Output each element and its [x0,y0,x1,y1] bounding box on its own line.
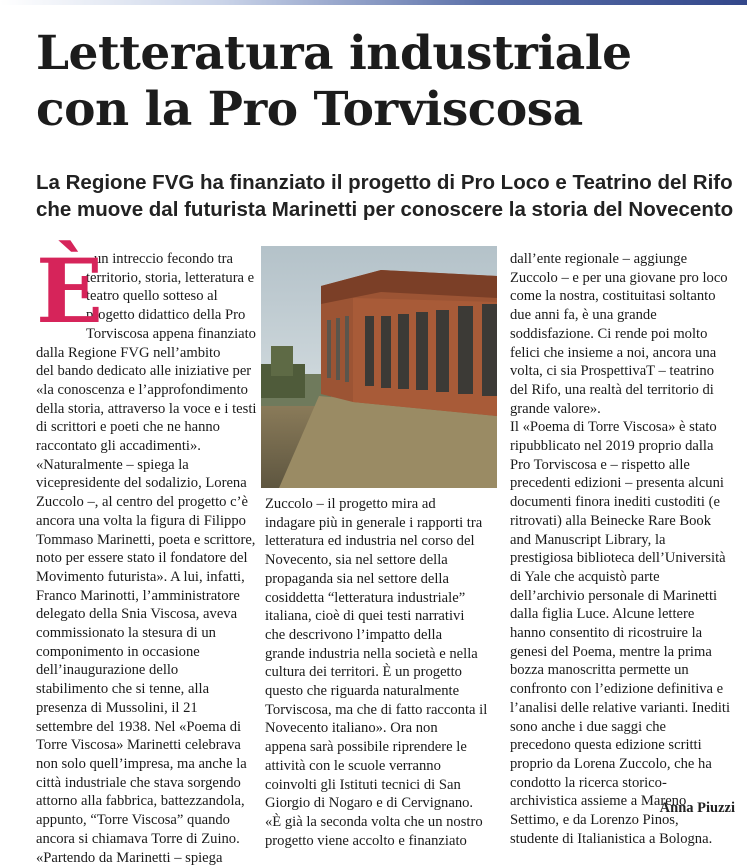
text-line: italiana, cioè di quei testi narrativi [265,607,497,626]
text-line: documenti finora inediti custoditi (e [510,493,742,512]
text-line: componimento in occasione [36,643,258,662]
text-line: precedenti edizioni – presenta alcuni [510,474,742,493]
opening-paragraph [36,250,258,344]
photo-illustration [261,246,497,488]
text-line: attività con le scuole verranno [265,757,497,776]
text-line: ritrovati) alla Beinecke Rare Book [510,512,742,531]
text-line: attorno alla fabbrica, battezzandola, [36,792,258,811]
text-line: due anni fa, è una grande [510,306,742,325]
text-line: prestigiosa biblioteca dell’Università [510,549,742,568]
text-line: Tommaso Marinetti, poeta e scrittore, [36,531,258,550]
text-line: Zuccolo – il progetto mira ad [265,495,497,514]
text-line: propaganda sia nel settore della [265,570,497,589]
text-line: appunto, “Torre Viscosa” quando [36,811,258,830]
text-line: bozza manoscritta permette un [510,661,742,680]
text-line: Novecento italiano». Ora non [265,719,497,738]
text-line: Zuccolo –, al centro del progetto c’è [36,493,258,512]
text-line: non solo quell’impresa, ma anche la [36,755,258,774]
text-line: condotto la ricerca storico- [510,774,742,793]
headline-line-2: con la Pro Torviscosa [36,82,583,137]
text-line: «la conoscenza e l’approfondimento [36,381,258,400]
text-line: precedono questa edizione scritti [510,736,742,755]
text-line: studente di Italianistica a Bologna. [510,830,742,849]
drop-cap: È [36,244,86,339]
text-line: Pro Torviscosa e – rispetto alle [510,456,742,475]
text-line: Giorgio di Nogaro e di Cervignano. [265,794,497,813]
text-line: questo che riguarda naturalmente [265,682,497,701]
article-column-1 [36,250,258,867]
text-line: noto per essere stato il fondatore del [36,549,258,568]
text-line: di scrittori e poeti che ne hanno [36,418,258,437]
article-column-3 [510,250,742,849]
text-line: raccontato gli accadimenti». [36,437,258,456]
text-line: «È già la seconda volta che un nostro [265,813,497,832]
text-line: progetto viene accolto e finanziato [265,832,497,851]
text-line: dall’ente regionale – aggiunge [510,250,742,269]
text-line: dell’archivio personale di Marinetti [510,587,742,606]
text-line: grande valore». [510,400,742,419]
text-line: appena sarà possibile riprendere le [265,738,497,757]
text-line: hanno consentito di ricostruire la [510,624,742,643]
text-line: ancora si chiamava Torre di Zuino. [36,830,258,849]
text-line: teatro quello sotteso al [36,287,258,306]
text-line: indagare più in generale i rapporti tra [265,514,497,533]
text-line: dell’inaugurazione dello [36,661,258,680]
text-line: un intreccio fecondo tra [36,250,258,269]
headline [36,26,736,138]
text-line: dalla Regione FVG nell’ambito [36,344,258,363]
text-line: felici che insieme a noi, ancora una [510,344,742,363]
text-line: cosiddetta “letteratura industriale” [265,589,497,608]
industrial-building-photo [261,246,497,488]
text-line: letteratura ed industria nel corso del [265,532,497,551]
text-line: vicepresidente del sodalizio, Lorena [36,474,258,493]
text-line: Franco Marinotti, l’amministratore [36,587,258,606]
subheadline-line-2: che muove dal futurista Marinetti per conoscere la storia del Novecento [36,198,733,221]
text-line: Settimo, e da Lorenzo Pinos, [510,811,742,830]
text-line: stabilimento che si tenne, alla [36,680,258,699]
text-line: della storia, attraverso la voce e i testi [36,400,258,419]
text-line: territorio, storia, letteratura e [36,269,258,288]
text-line: Torre Viscosa» Marinetti celebrava [36,736,258,755]
text-line: settembre del 1938. Nel «Poema di [36,718,258,737]
author-byline: Anna Piuzzi [660,800,735,817]
text-line: di Yale che acquistò parte [510,568,742,587]
text-line: Torviscosa, ma che di fatto racconta il [265,701,497,720]
text-line: Movimento futurista». A lui, infatti, [36,568,258,587]
text-line: soddisfazione. Ci rende poi molto [510,325,742,344]
text-line: «Naturalmente – spiega la [36,456,258,475]
text-line: grande industria nella società e nella [265,645,497,664]
text-line: ripubblicato nel 2019 proprio dalla [510,437,742,456]
text-line: and Manuscript Library, la [510,531,742,550]
subheadline [36,169,746,223]
text-line: dalla figlia Luce. Alcune lettere [510,605,742,624]
text-line: cultura dei territori. È un progetto [265,663,497,682]
text-line: Torviscosa appena finanziato [36,325,258,344]
article-column-2 [265,495,497,850]
text-line: «Partendo da Marinetti – spiega [36,849,258,867]
text-line: commissionato la stesura di un [36,624,258,643]
text-line: proprio da Lorena Zuccolo, che ha [510,755,742,774]
text-line: Novecento, sia nel settore della [265,551,497,570]
text-line: del Rifo, una realtà del territorio di [510,381,742,400]
text-line: del bando dedicato alle iniziative per [36,362,258,381]
text-line: progetto didattico della Pro [36,306,258,325]
text-line: delegato della Snia Viscosa, aveva [36,605,258,624]
text-line: Il «Poema di Torre Viscosa» è stato [510,418,742,437]
text-line: genesi del Poema, mentre la prima [510,643,742,662]
text-line: confronto con l’edizione definitiva e [510,680,742,699]
text-line: coinvolti gli Istituti tecnici di San [265,776,497,795]
text-line: ancora una volta la figura di Filippo [36,512,258,531]
text-line: Zuccolo – e per una giovane pro loco [510,269,742,288]
text-line: come la nostra, costituitasi soltanto [510,287,742,306]
text-line: l’analisi delle relative varianti. Inediti [510,699,742,718]
text-line: volta, ci sia ProspettivaT – teatrino [510,362,742,381]
text-line: archivistica assieme a Mareno [510,792,742,811]
text-line: che descrivono l’impatto della [265,626,497,645]
text-line: presenza di Mussolini, il 21 [36,699,258,718]
subheadline-line-1: La Regione FVG ha finanziato il progetto di Pro Loco e Teatrino del Rifo [36,171,733,194]
top-color-bar [0,0,747,5]
text-line: sono anche i due saggi che [510,718,742,737]
headline-line-1: Letteratura industriale [36,26,632,81]
text-line: città industriale che stava sorgendo [36,774,258,793]
